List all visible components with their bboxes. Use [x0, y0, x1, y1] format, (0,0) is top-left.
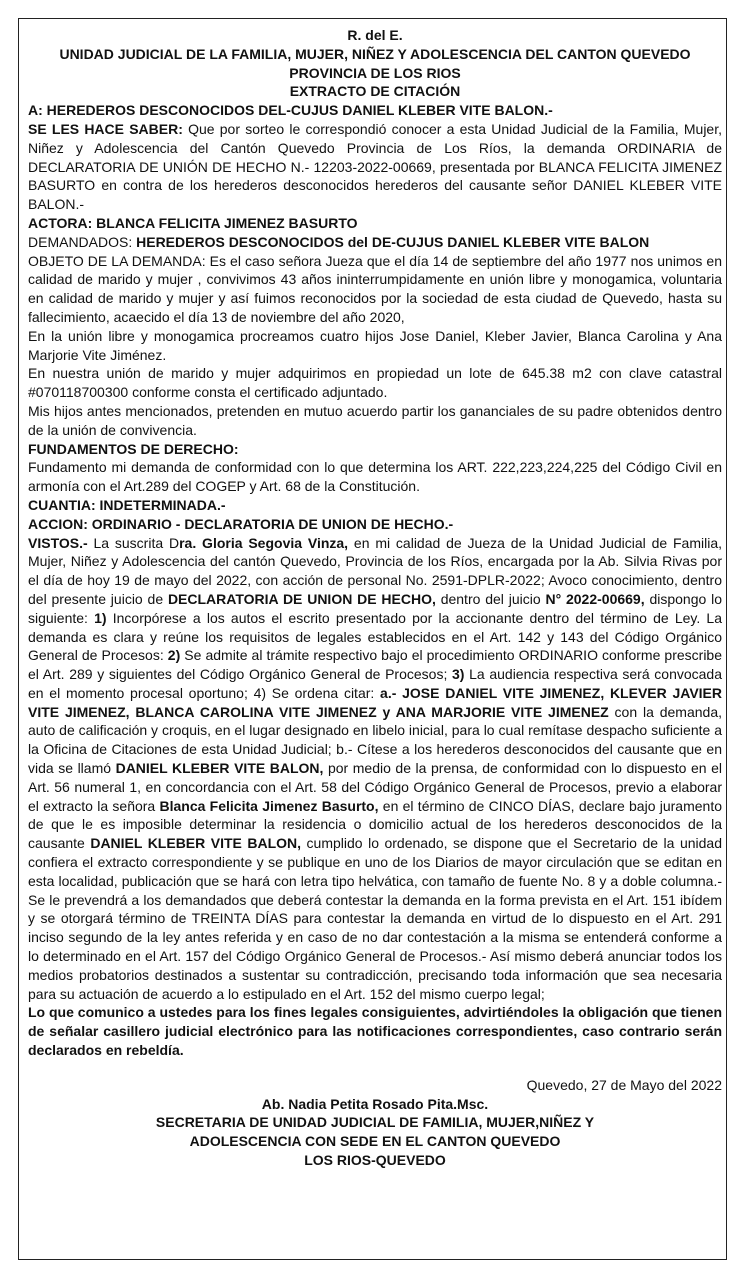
notice-text: Que por sorteo le correspondió conocer a esta Unidad Judicial de la Familia, Mujer, Niñez y Adolescencia del Cantón Quevedo Provincia de Los Ríos, la demanda ORDINARIA de DECLARATORIA DE UNIÓN DE HECHO N.- 12203-2022-00669, presentada por BLANCA FELICITA JIMENEZ BASURTO en contra de los herederos desconocidos herederos del causante señor DANIEL KLEBER VITE BALON.-: [28, 120, 722, 213]
notice-paragraph: [28, 120, 722, 214]
date-line: Quevedo, 27 de Mayo del 2022: [526, 1076, 722, 1093]
heirs-paragraph: Mis hijos antes mencionados, pretenden en mutuo acuerdo partir los gananciales de su padre obtenidos dentro de la unión de convivencia.: [28, 402, 722, 438]
signatory-name: Ab. Nadia Petita Rosado Pita.Msc.: [261, 1095, 489, 1112]
signatory-title-1: SECRETARIA DE UNIDAD JUDICIAL DE FAMILIA, MUJER,NIÑEZ Y: [155, 1114, 595, 1131]
signatory-title-3: LOS RIOS-QUEVEDO: [304, 1152, 446, 1169]
citation-extract: [28, 26, 722, 1170]
amount: CUANTIA: INDETERMINADA.-: [28, 496, 226, 513]
defendants: DEMANDADOS: HEREDEROS DESCONOCIDOS del DE-CUJUS DANIEL KLEBER VITE BALON: [28, 233, 650, 250]
header-line-1: R. del E.: [347, 27, 403, 43]
children-paragraph: En la unión libre y monogamica procreamos cuatro hijos Jose Daniel, Kleber Javier, Blanca Carolina y Ana Marjorie Vite Jiménez.: [28, 327, 722, 363]
signatory-title-2: ADOLESCENCIA CON SEDE EN EL CANTON QUEVEDO: [189, 1133, 561, 1150]
addressee: A: HEREDEROS DESCONOCIDOS DEL-CUJUS DANIEL KLEBER VITE BALON.-: [28, 102, 553, 119]
legal-basis-text: Fundamento mi demanda de conformidad con lo que determina los ART. 222,223,224,225 del Código Civil en armonía con el Art.289 del COGEP y Art. 68 de la Constitución.: [28, 459, 722, 495]
court-name: UNIDAD JUDICIAL DE LA FAMILIA, MUJER, NIÑEZ Y ADOLESCENCIA DEL CANTON QUEVEDO: [59, 45, 691, 62]
document-title: EXTRACTO DE CITACIÓN: [289, 83, 461, 100]
province: PROVINCIA DE LOS RIOS: [289, 64, 461, 81]
closing-paragraph: Lo que comunico a ustedes para los fines legales consiguientes, advirtiéndoles la obligación que tienen de señalar casillero judicial electrónico para las notificaciones correspondientes, caso contrario serán declarados en rebeldía.: [28, 1004, 722, 1059]
plaintiff: ACTORA: BLANCA FELICITA JIMENEZ BASURTO: [28, 214, 358, 231]
vistos-paragraph: VISTOS.- La suscrita Dra. Gloria Segovia Vinza, en mi calidad de Jueza de la Unidad Judicial de Familia, Mujer, Niñez y Adolescencia del cantón Quevedo, Provincia de los Ríos, encargada por la Ab. Silvia Rivas por el día de hoy 19 de mayo del 2022, con acción de personal No. 2591-DPLR-2022; Avoco conocimiento, dentro del presente juicio de DECLARATORIA DE UNION DE HECHO, dentro del juicio N° 2022-00669, dispongo lo siguiente: 1) Incorpórese a los autos el escrito presentado por la accionante dentro del término de Ley. La demanda es clara y reúne los requisitos de legales establecidos en el Art. 142 y 143 del Código Orgánico General de Procesos: 2) Se admite al trámite respectivo bajo el procedimiento ORDINARIO conforme prescribe el Art. 289 y siguientes del Código Orgánico General de Procesos; 3) La audiencia respectiva será convocada en el momento procesal oportuno; 4) Se ordena citar: a.- JOSE DANIEL VITE JIMENEZ, KLEVER JAVIER VITE JIMENEZ, BLANCA CAROLINA VITE JIMENEZ y ANA MARJORIE VITE JIMENEZ con la demanda, auto de calificación y croquis, en el lugar designado en libelo inicial, para lo cual remítase despacho suficiente a la Oficina de Citaciones de esta Unidad Judicial; b.- Cítese a los herederos desconocidos del causante que en vida se llamó DANIEL KLEBER VITE BALON, por medio de la prensa, de conformidad con lo dispuesto en el Art. 56 numeral 1, en concordancia con el Art. 58 del Código Orgánico General de Procesos, previo a elaborar el extracto la señora Blanca Felicita Jimenez Basurto, en el término de CINCO DÍAS, declare bajo juramento de que le es imposible determinar la residencia o domicilio actual de los herederos desconocidos de la causante DANIEL KLEBER VITE BALON, cumplido lo ordenado, se dispone que el Secretario de la unidad confiera el extracto correspondiente y se publique en uno de los Diarios de mayor circulación que se editan en esta localidad, publicación que se hará con letra tipo helvática, con tamaño de fuente No. 8 y a doble columna.- Se le prevendrá a los demandados que deberá contestar la demanda en la forma prevista en el Art. 151 ibídem y se otorgará término de TREINTA DÍAS para contestar la demanda en virtud de lo dispuesto en el Art. 291 inciso segundo de la ley antes referida y en caso de no dar contestación a la misma se entenderá conforme a lo determinado en el Art. 157 del Código Orgánico General de Procesos.- Así mismo deberá anunciar todos los medios probatorios destinados a sustentar su contradicción, precisando toda información que sea necesaria para su actuación de acuerdo a lo estipulado en el Art. 152 del mismo cuerpo legal;: [28, 534, 723, 1002]
property-paragraph: En nuestra unión de marido y mujer adquirimos en propiedad un lote de 645.38 m2 con clave catastral #070118700300 conforme consta el certificado adjuntado.: [28, 365, 722, 401]
legal-basis-heading: FUNDAMENTOS DE DERECHO:: [28, 440, 239, 457]
claim-object-paragraph: OBJETO DE LA DEMANDA: Es el caso señora Jueza que el día 14 de septiembre del año 1977 nos unimos en calidad de marido y mujer , convivimos 43 años ininterrumpidamente en unión libre y monogamica, voluntaria en calidad de marido y mujer y así fuimos reconocidos por la sociedad de esta ciudad de Quevedo, hasta su fallecimiento, acaecido el día 13 de noviembre del año 2020,: [28, 252, 722, 325]
notice-label: SE LES HACE SABER:: [28, 120, 183, 137]
action-type: ACCION: ORDINARIO - DECLARATORIA DE UNION DE HECHO.-: [28, 515, 454, 532]
